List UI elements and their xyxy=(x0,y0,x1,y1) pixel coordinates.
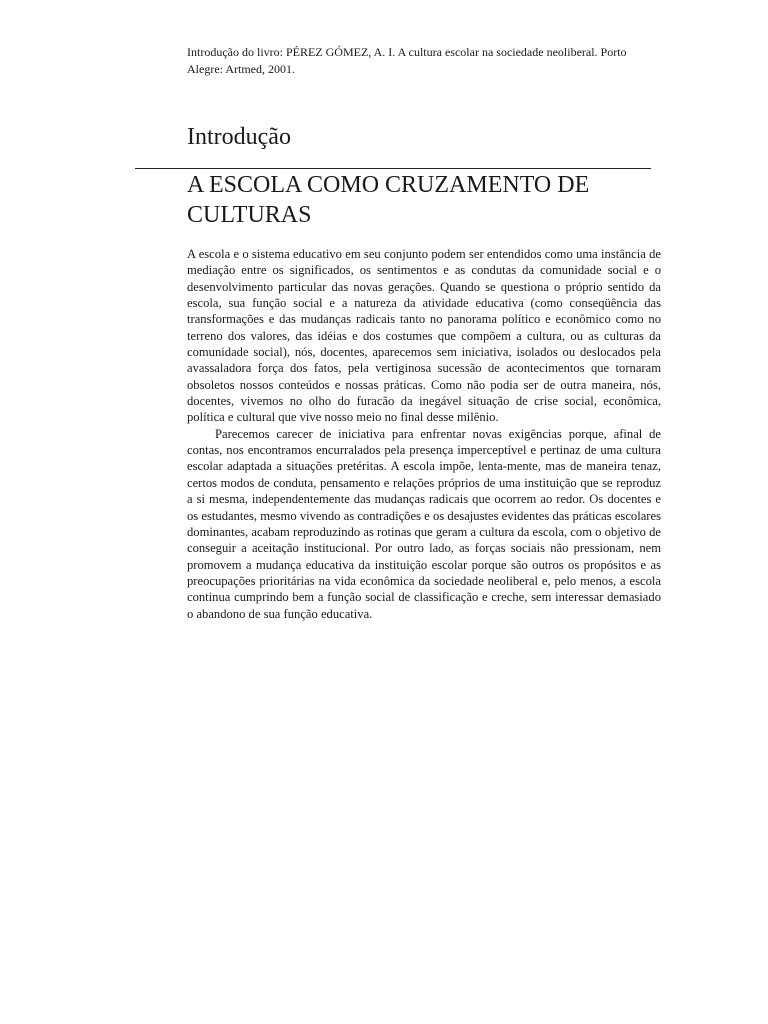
chapter-title: A ESCOLA COMO CRUZAMENTO DE CULTURAS xyxy=(187,172,590,228)
bibliographic-citation: Introdução do livro: PÉREZ GÓMEZ, A. I. A cultura escolar na sociedade neoliberal. Porto Alegre: Artmed, 2001. xyxy=(187,45,627,76)
chapter-label: Introdução xyxy=(187,124,291,150)
title-divider xyxy=(135,168,651,169)
paragraph-2: Parecemos carecer de iniciativa para enfrentar novas exigências porque, afinal de contas, nos encontramos encurralados pela presença imperceptível e pertinaz de uma cultura escolar adaptada a situações pretéritas. A escola impõe, lenta-mente, mas de maneira tenaz, certos modos de conduta, pensamento e relações próprios de uma instituição que se reproduz a si mesma, independentemente das mudanças radicais que ocorrem ao redor. Os docentes e os estudantes, mesmo vivendo as contradições e os desajustes evidentes das práticas escolares dominantes, acabam reproduzindo as rotinas que geram a cultura da escola, com o objetivo de conseguir a aceitação institucional. Por outro lado, as forças sociais não pressionam, nem promovem a mudança educativa da instituição escolar porque são outros os propósitos e as preocupações prioritárias na vida econômica da sociedade neoliberal e, pelo menos, a escola continua cumprindo bem a função social de classificação e creche, sem interessar demasiado o abandono de sua função educativa. xyxy=(187,426,661,621)
body-text xyxy=(187,246,661,622)
paragraph-1: A escola e o sistema educativo em seu conjunto podem ser entendidos como uma instância de mediação entre os significados, os sentimentos e as condutas da comunidade social e o desenvolvimento particular das novas gerações. Quando se questiona o próprio sentido da escola, sua função social e a natureza da atividade educativa (como conseqüência das transformações e das mudanças radicais tanto no panorama político e econômico como no terreno dos valores, das idéias e dos costumes que compõem a cultura, ou as culturas da comunidade social), nós, docentes, aparecemos sem iniciativa, isolados ou deslocados pela avassaladora força dos fatos, pela vertiginosa sucessão de acontecimentos que tornaram obsoletos nossos conteúdos e nossas práticas. Como não podia ser de outra maneira, nós, docentes, vivemos no olho do furacão da inegável situação de crise social, econômica, política e cultural que vive nosso meio no final desse milênio. xyxy=(187,247,661,425)
